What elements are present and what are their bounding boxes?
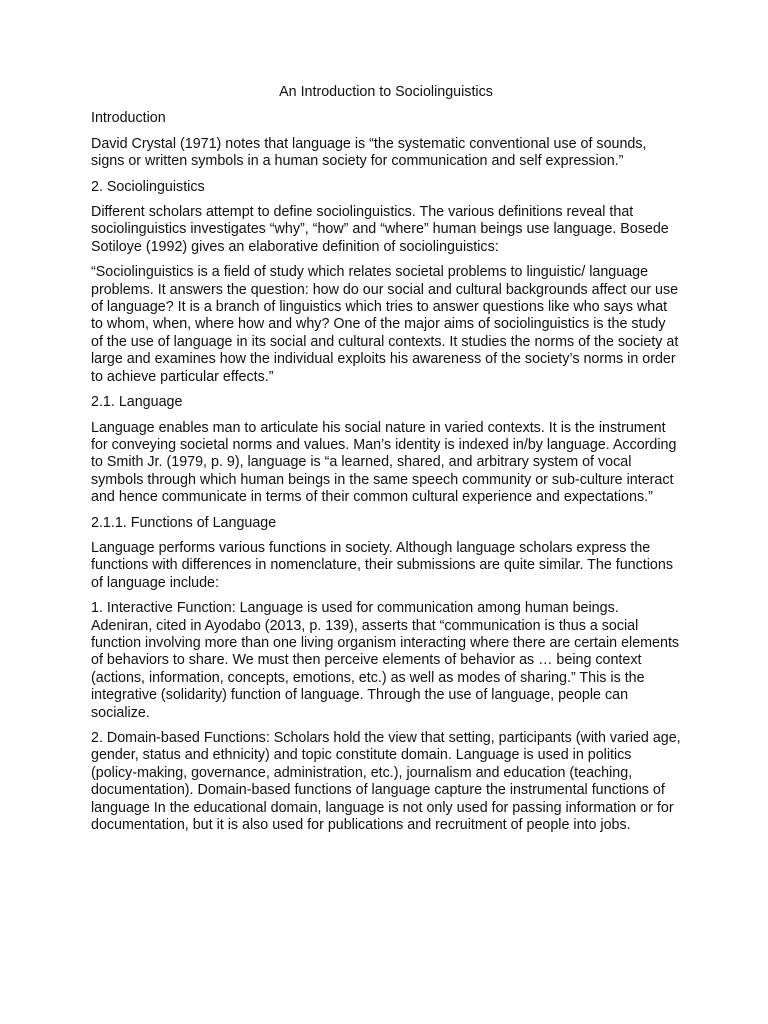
sociolinguistics-heading: 2. Sociolinguistics (91, 178, 205, 195)
introduction-paragraph: David Crystal (1971) notes that language is “the systematic conventional use of sounds, signs or written symbols in a human society for communication and self expression.” (91, 135, 647, 170)
language-paragraph: Language enables man to articulate his social nature in varied contexts. It is the instrument for conveying societal norms and values. Man’s identity is indexed in/by language. According to Smith Jr. (1979, p. 9), language is “a learned, shared, and arbitrary system of vocal symbols through which human beings in the same speech community or sub-culture interact and hence communicate in terms of their common cultural experience and expectations.” (91, 419, 677, 506)
document-title: An Introduction to Sociolinguistics (279, 84, 493, 100)
domain-functions-paragraph: 2. Domain-based Functions: Scholars hold the view that setting, participants (with varied age, gender, status and ethnicity) and topic constitute domain. Language is used in politics (policy-making, governance, administration, etc.), journalism and education (teaching, documentation). Domain-based functions of language capture the instrumental functions of language In the educational domain, language is not only used for passing information or for documentation, but it is also used for publications and recruitment of people into jobs. (91, 730, 681, 834)
functions-paragraph: Language performs various functions in society. Although language scholars express the functions with differences in nomenclature, their submissions are quite similar. The functions of language include: (91, 539, 673, 591)
functions-heading: 2.1.1. Functions of Language (91, 514, 277, 531)
document-page (91, 84, 681, 842)
sociolinguistics-quote: “Sociolinguistics is a field of study which relates societal problems to linguistic/ language problems. It answers the question: how do our social and cultural backgrounds affect our use of language? It is a branch of linguistics which tries to answer questions like who says what to whom, when, where how and why? One of the major aims of sociolinguistics is the study of the use of language in its social and cultural contexts. It studies the norms of the society at large and examines how the individual exploits his awareness of the society’s norms in order to achieve particular effects.” (91, 264, 679, 385)
language-heading: 2.1. Language (91, 394, 183, 411)
introduction-heading: Introduction (91, 110, 166, 127)
sociolinguistics-paragraph: Different scholars attempt to define sociolinguistics. The various definitions reveal that sociolinguistics investigates “why”, “how” and “where” human beings use language. Bosede Sotiloye (1992) gives an elaborative definition of sociolinguistics: (91, 204, 669, 255)
interactive-function-paragraph: 1. Interactive Function: Language is used for communication among human beings. Adeniran, cited in Ayodabo (2013, p. 139), asserts that “communication is thus a social function involving more than one living organism interacting where there are certain elements of behaviors to share. We must then perceive elements of behavior as … being context (actions, information, concepts, emotions, etc.) as well as modes of sharing.” This is the integrative (solidarity) function of language. Through the use of language, people can socialize. (91, 600, 680, 721)
